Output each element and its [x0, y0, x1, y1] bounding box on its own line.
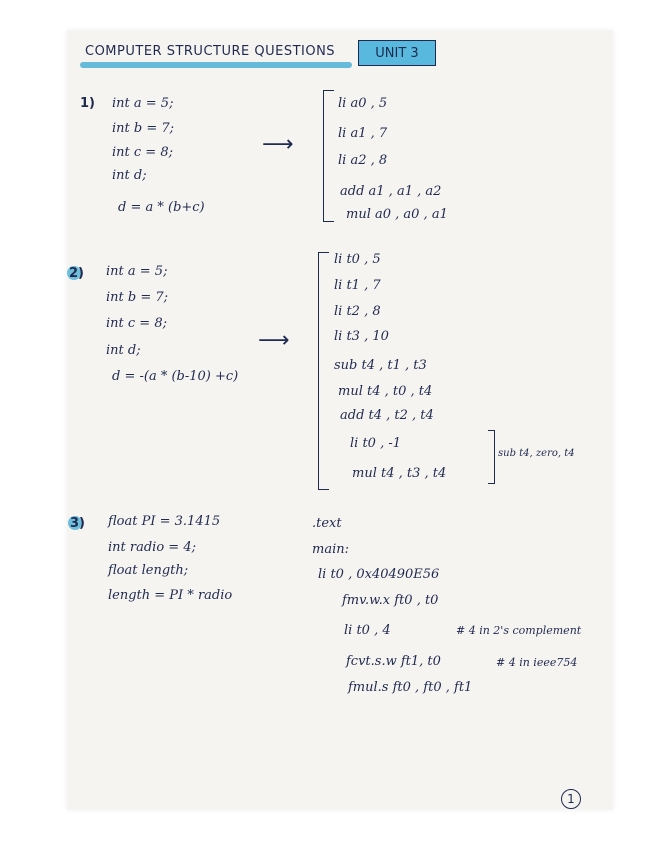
q2-asm-line: mul t4 , t3 , t4 — [352, 466, 447, 481]
q2-asm-line: li t0 , -1 — [350, 436, 402, 451]
q3-asm-line: li t0 , 0x40490E56 — [318, 567, 440, 582]
arrow-icon: ⟶ — [262, 132, 294, 157]
q3-asm-line: main: — [312, 542, 349, 557]
q3-comment: # 4 in ieee754 — [496, 656, 578, 669]
page-number: 1 — [561, 789, 581, 809]
q2-asm-line: add t4 , t2 , t4 — [340, 408, 434, 423]
q2-c-line: d = -(a * (b-10) +c) — [112, 369, 239, 384]
q1-asm-line: mul a0 , a0 , a1 — [346, 207, 448, 222]
page-title: COMPUTER STRUCTURE QUESTIONS — [85, 44, 336, 59]
q3-c-line: float PI = 3.1415 — [108, 514, 221, 529]
q1-c-line: int a = 5; — [112, 96, 174, 111]
q2-asm-line: li t2 , 8 — [334, 304, 381, 319]
q3-c-line: float length; — [108, 563, 189, 578]
question-1-number: 1) — [80, 96, 95, 111]
q1-asm-line: add a1 , a1 , a2 — [340, 184, 442, 199]
q3-asm-line: li t0 , 4 — [344, 623, 391, 638]
q2-right-bracket — [488, 430, 495, 484]
q3-c-line: length = PI * radio — [108, 588, 233, 603]
q2-asm-line: mul t4 , t0 , t4 — [338, 384, 433, 399]
q1-c-line: int d; — [112, 168, 147, 183]
q1-c-line: d = a * (b+c) — [118, 200, 205, 215]
q1-bracket — [323, 90, 334, 222]
q1-c-line: int b = 7; — [112, 121, 175, 136]
q2-asm-line: li t3 , 10 — [334, 329, 389, 344]
question-3-number: 3) — [70, 516, 85, 531]
title-underline — [80, 62, 352, 68]
q2-c-line: int b = 7; — [106, 290, 169, 305]
q3-asm-line: fmv.w.x ft0 , t0 — [342, 593, 439, 608]
q2-asm-line: li t0 , 5 — [334, 252, 381, 267]
q1-asm-line: li a1 , 7 — [338, 126, 388, 141]
q2-asm-line: sub t4 , t1 , t3 — [334, 358, 427, 373]
q2-c-line: int c = 8; — [106, 316, 167, 331]
q3-asm-line: fmul.s ft0 , ft0 , ft1 — [348, 680, 473, 695]
arrow-icon: ⟶ — [258, 328, 290, 353]
q2-c-line: int a = 5; — [106, 264, 168, 279]
q2-asm-line: li t1 , 7 — [334, 278, 381, 293]
q3-asm-line: fcvt.s.w ft1, t0 — [346, 654, 441, 669]
q3-asm-line: .text — [312, 516, 342, 531]
q3-c-line: int radio = 4; — [108, 540, 196, 555]
q1-asm-line: li a2 , 8 — [338, 153, 388, 168]
q3-comment: # 4 in 2's complement — [456, 624, 582, 637]
question-2-number: 2) — [69, 266, 84, 281]
q2-side-note: sub t4, zero, t4 — [498, 448, 575, 459]
q2-bracket — [318, 252, 329, 490]
q1-asm-line: li a0 , 5 — [338, 96, 388, 111]
unit-label: UNIT 3 — [358, 40, 436, 66]
q1-c-line: int c = 8; — [112, 145, 173, 160]
q2-c-line: int d; — [106, 343, 141, 358]
